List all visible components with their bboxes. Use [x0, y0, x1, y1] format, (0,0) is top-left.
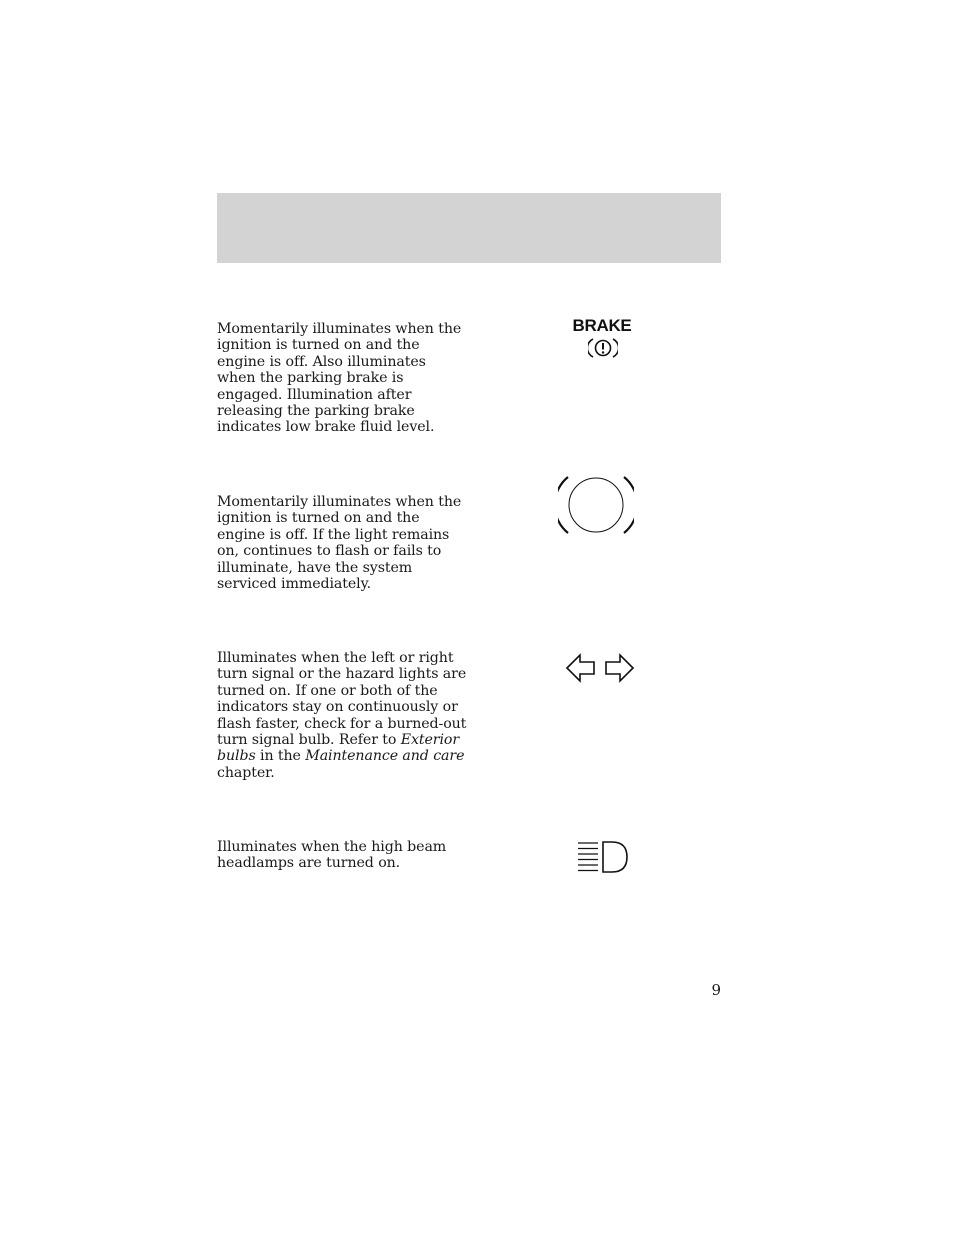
- turn-signal-arrows-icon: [564, 652, 636, 684]
- right-arrow-icon: [606, 655, 633, 681]
- turn-signal-text-end: chapter.: [217, 764, 275, 781]
- brake-warning-icon: [588, 337, 618, 359]
- section-header-band: [217, 193, 721, 263]
- brake-label: BRAKE: [572, 316, 632, 335]
- high-beam-icon: [576, 840, 630, 874]
- high-beam-description: Illuminates when the high beam headlamps are turned on.: [217, 839, 447, 872]
- abs-description: Momentarily illuminates when the ignition is turned on and the engine is off. If the light remains on, continues to flash or fails to illuminate, have the system serviced immediately.: [217, 494, 462, 593]
- anti-lock-brake-icon: [558, 474, 634, 536]
- turn-signal-text-start: Illuminates when the left or right turn signal or the hazard lights are turned on. If one or both of the indicators stay on continuously or flash faster, check for a burned-out turn signal bulb. Refer to: [217, 650, 467, 749]
- left-arrow-icon: [567, 655, 594, 681]
- turn-signal-description: [217, 650, 467, 781]
- maintenance-chapter-reference: Maintenance and care: [305, 748, 465, 765]
- brake-warning-description: Momentarily illuminates when the ignition is turned on and the engine is off. Also illuminates when the parking brake is engaged. Illumination after releasing the parking brake indicates low brake fluid level.: [217, 321, 462, 436]
- turn-signal-text-middle: in the: [255, 748, 306, 765]
- exterior-bulbs-reference: Exterior bulbs: [217, 732, 460, 765]
- page-number: 9: [711, 981, 721, 999]
